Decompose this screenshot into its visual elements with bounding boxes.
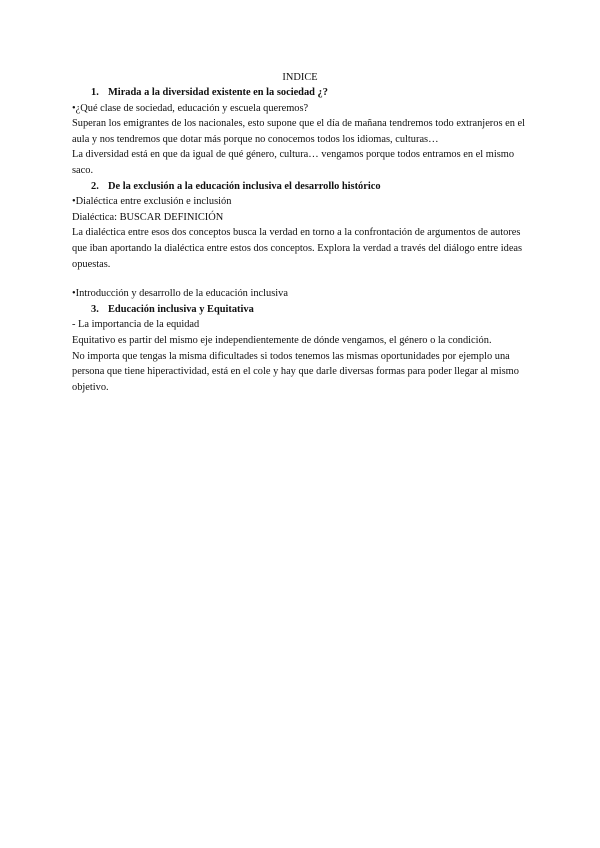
- document-page: [72, 70, 528, 395]
- section-3-paragraph-1: Equitativo es partir del mismo eje independientemente de dónde vengamos, el género o la condición.: [72, 334, 492, 346]
- section-3-title: Educación inclusiva y Equitativa: [108, 303, 254, 315]
- section-1-question: •¿Qué clase de sociedad, educación y escuela queremos?: [72, 102, 309, 114]
- section-2-title: De la exclusión a la educación inclusiva el desarrollo histórico: [108, 180, 381, 192]
- section-2-definition: Dialéctica: BUSCAR DEFINICIÓN: [72, 211, 224, 223]
- blank-line: [72, 272, 528, 286]
- section-2-bullet-2: •Introducción y desarrollo de la educación inclusiva: [72, 288, 288, 300]
- document-title: INDICE: [282, 72, 318, 83]
- section-2-paragraph-1: La dialéctica entre esos dos conceptos busca la verdad en torno a la confrontación de argumentos de autores que iban aportando la dialéctica entre estos dos conceptos. Explora la verdad a través del diálogo entre ideas opuestas.: [72, 227, 523, 270]
- section-1-number: 1.: [91, 87, 99, 98]
- section-2-heading: [72, 179, 528, 195]
- section-3-number: 3.: [91, 303, 99, 315]
- section-1-title: Mirada a la diversidad existente en la sociedad ¿?: [108, 87, 328, 98]
- section-3-subheading: - La importancia de la equidad: [72, 319, 200, 331]
- section-3-heading: [72, 302, 528, 318]
- section-1-heading: [72, 85, 528, 101]
- section-2-number: 2.: [91, 180, 99, 192]
- section-1-paragraph-1: Superan los emigrantes de los nacionales, esto supone que el día de mañana tendremos todo extranjeros en el aula y nos tendremos que dotar más porque no conocemos todos los idiomas, culturas…: [72, 118, 526, 145]
- section-2-bullet-1: •Dialéctica entre exclusión e inclusión: [72, 196, 232, 208]
- section-3-paragraph-2: No importa que tengas la misma dificultades si todos tenemos las mismas oportunidades por ejemplo una persona que tiene hiperactividad, está en el cole y hay que darle diversas formas para poder llegar al mismo objetivo.: [72, 350, 519, 393]
- section-1-paragraph-2: La diversidad está en que da igual de qué género, cultura… vengamos porque todos entramos en el mismo saco.: [72, 149, 515, 176]
